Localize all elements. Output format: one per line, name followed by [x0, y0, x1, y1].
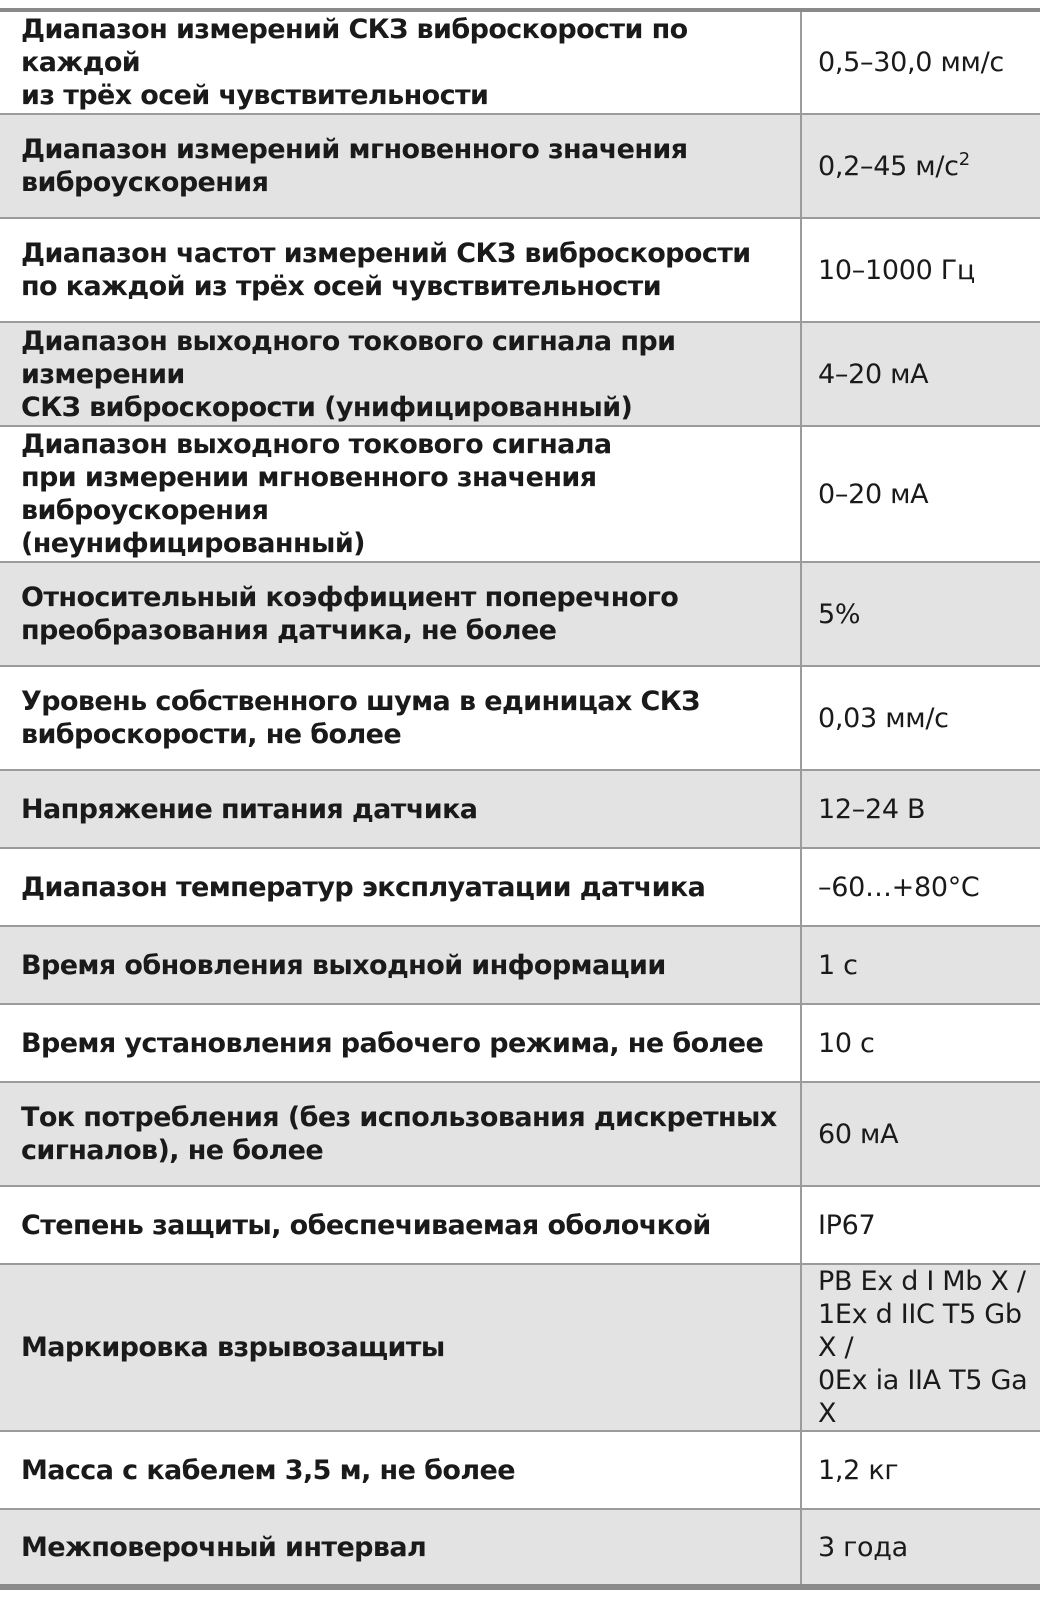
value-text: [818, 793, 1032, 826]
value-cell: [801, 322, 1040, 426]
parameter-cell: [0, 218, 801, 322]
table-row: [0, 666, 1040, 770]
parameter-text: Межповерочный интервал: [21, 1531, 427, 1563]
parameter-cell: [0, 770, 801, 848]
value-text: [818, 1265, 1032, 1298]
table-row: [0, 426, 1040, 562]
value-text: [818, 254, 1032, 287]
value-text: [818, 1027, 1032, 1060]
value-cell: [801, 848, 1040, 926]
value-text: [818, 1298, 1032, 1364]
value-text-main: 0Ex ia IIA T5 Ga X: [818, 1365, 1028, 1429]
value-text: [818, 871, 1032, 904]
value-text: [818, 1364, 1032, 1430]
value-text: [818, 598, 1032, 631]
parameter-cell: [0, 1082, 801, 1186]
value-text-main: 10 с: [818, 1027, 875, 1059]
parameter-cell: [0, 848, 801, 926]
table-row: [0, 926, 1040, 1004]
value-text-main: 0,2–45 м/с: [818, 150, 959, 182]
value-text: [818, 478, 1032, 511]
parameter-text: Время обновления выходной информации: [21, 949, 666, 981]
value-text-main: 0–20 мА: [818, 478, 929, 510]
value-cell: [801, 218, 1040, 322]
parameter-cell: [0, 10, 801, 114]
parameter-text: Диапазон измерений мгновенного значения: [21, 134, 688, 165]
parameter-text: Масса с кабелем 3,5 м, не более: [21, 1454, 515, 1486]
table-row: [0, 114, 1040, 218]
value-text-main: 60 мА: [818, 1118, 899, 1150]
value-text: [818, 1531, 1032, 1564]
value-text-main: 1,2 кг: [818, 1454, 899, 1486]
value-text-main: IP67: [818, 1209, 876, 1241]
parameter-text: преобразования датчика, не более: [21, 615, 557, 646]
value-text: [818, 46, 1032, 79]
value-cell: [801, 1082, 1040, 1186]
value-cell: [801, 926, 1040, 1004]
parameter-cell: [0, 926, 801, 1004]
value-text-main: 1 с: [818, 949, 858, 981]
parameter-cell: [0, 426, 801, 562]
parameter-cell: [0, 666, 801, 770]
parameter-text: Ток потребления (без использования дискретных: [21, 1102, 777, 1133]
value-cell: [801, 10, 1040, 114]
value-cell: [801, 426, 1040, 562]
parameter-cell: [0, 562, 801, 666]
parameter-text: Маркировка взрывозащиты: [21, 1332, 445, 1363]
parameter-cell: [0, 1509, 801, 1587]
parameter-text: сигналов), не более: [21, 1135, 324, 1166]
parameter-text: виброускорения: [21, 167, 269, 198]
value-cell: [801, 1264, 1040, 1431]
parameter-text: при измерении мгновенного значения виброускорения: [21, 462, 597, 526]
parameter-text: Степень защиты, обеспечиваемая оболочкой: [21, 1209, 711, 1241]
value-cell: [801, 1186, 1040, 1264]
parameter-text: Относительный коэффициент поперечного: [21, 582, 679, 613]
value-cell: [801, 1431, 1040, 1509]
value-text-main: PB Ex d I Mb X /: [818, 1266, 1026, 1297]
specifications-table-body: [0, 10, 1040, 1587]
parameter-text: Диапазон выходного токового сигнала: [21, 429, 612, 460]
value-text-main: 4–20 мА: [818, 358, 929, 390]
parameter-text: Диапазон выходного токового сигнала при измерении: [21, 325, 676, 390]
parameter-text: Диапазон частот измерений СКЗ виброскорости: [21, 238, 751, 269]
value-text-main: 12–24 В: [818, 793, 926, 825]
value-cell: [801, 666, 1040, 770]
value-text: [818, 702, 1032, 735]
parameter-text: по каждой из трёх осей чувствительности: [21, 271, 662, 302]
value-text: [818, 949, 1032, 982]
specifications-table: [0, 8, 1040, 1590]
table-row: [0, 848, 1040, 926]
value-text: [818, 1454, 1032, 1487]
table-row: [0, 1431, 1040, 1509]
value-cell: [801, 1004, 1040, 1082]
parameter-cell: [0, 1431, 801, 1509]
unit-superscript: 2: [958, 148, 970, 170]
parameter-cell: [0, 322, 801, 426]
parameter-text: Диапазон температур эксплуатации датчика: [21, 871, 706, 903]
parameter-cell: [0, 1264, 801, 1431]
parameter-text: Уровень собственного шума в единицах СКЗ: [21, 686, 700, 717]
table-row: [0, 1509, 1040, 1587]
parameter-cell: [0, 1004, 801, 1082]
parameter-cell: [0, 114, 801, 218]
table-row: [0, 10, 1040, 114]
value-text-main: 1Ex d IIC T5 Gb X /: [818, 1299, 1022, 1363]
table-row: [0, 1264, 1040, 1431]
value-text-main: 0,5–30,0 мм/с: [818, 47, 1004, 78]
value-text: [818, 358, 1032, 391]
parameter-text: Диапазон измерений СКЗ виброскорости по каждой: [21, 14, 688, 78]
value-text: [818, 150, 1032, 183]
table-row: [0, 1004, 1040, 1082]
table-row: [0, 1186, 1040, 1264]
parameter-text: из трёх осей чувствительности: [21, 80, 489, 111]
value-text-main: –60…+80°С: [818, 871, 980, 903]
parameter-cell: [0, 1186, 801, 1264]
parameter-text: Время установления рабочего режима, не более: [21, 1027, 764, 1059]
value-text-main: 5%: [818, 598, 861, 630]
parameter-text: СКЗ виброскорости (унифицированный): [21, 391, 633, 423]
value-text: [818, 1118, 1032, 1151]
value-cell: [801, 114, 1040, 218]
table-row: [0, 322, 1040, 426]
parameter-text: Напряжение питания датчика: [21, 793, 478, 825]
parameter-text: виброскорости, не более: [21, 719, 402, 750]
parameter-text: (неунифицированный): [21, 528, 365, 559]
value-cell: [801, 1509, 1040, 1587]
value-text-main: 10–1000 Гц: [818, 254, 975, 286]
table-row: [0, 562, 1040, 666]
value-text-main: 0,03 мм/с: [818, 702, 949, 734]
table-row: [0, 770, 1040, 848]
table-row: [0, 218, 1040, 322]
value-text: [818, 1209, 1032, 1242]
value-cell: [801, 770, 1040, 848]
value-cell: [801, 562, 1040, 666]
table-row: [0, 1082, 1040, 1186]
value-text-main: 3 года: [818, 1531, 908, 1563]
